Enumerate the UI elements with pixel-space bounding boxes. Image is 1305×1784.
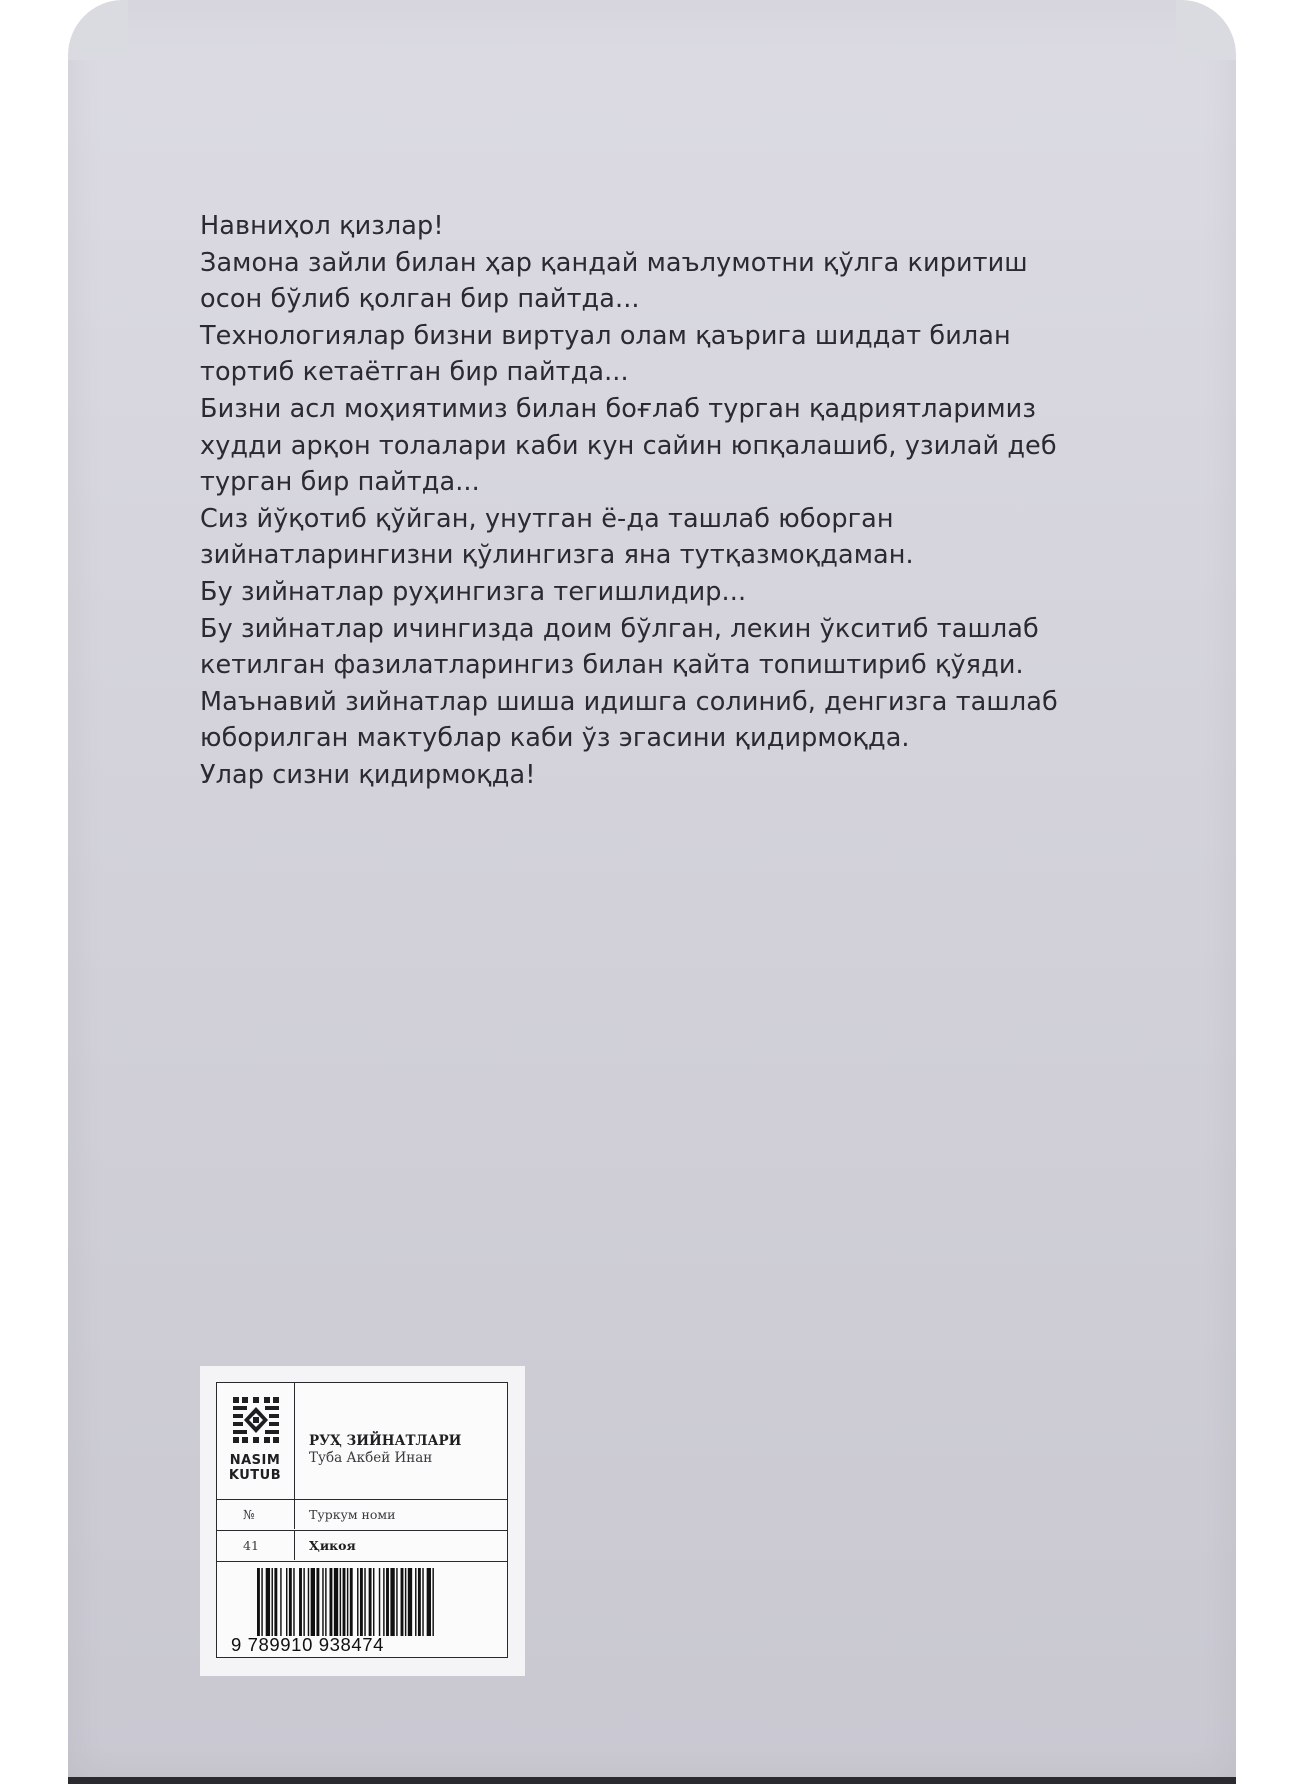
book-title: РУҲ ЗИЙНАТЛАРИ: [309, 1433, 462, 1449]
barcode-bar: [418, 1568, 421, 1636]
series-value-row: [217, 1531, 507, 1562]
barcode-bar: [322, 1568, 323, 1636]
blurb-line: кетилган фазилатларингиз билан қайта топиштириб қўяди.: [200, 650, 1024, 681]
blurb-line: худди арқон толалари каби кун сайин юпқалашиб, узилай деб: [200, 430, 1057, 461]
barcode-bar: [330, 1568, 333, 1636]
barcode-area: [217, 1562, 507, 1658]
barcode-bar: [293, 1568, 294, 1636]
series-name: Ҳикоя: [309, 1538, 356, 1553]
barcode-bar: [396, 1568, 397, 1636]
blurb-line: юборилган мактублар каби ўз эгасини қидирмоқда.: [200, 723, 910, 754]
barcode-bar: [347, 1568, 348, 1636]
blurb-line: Улар сизни қидирмоқда!: [200, 759, 536, 790]
publisher-name-line-1: NASIM: [229, 1453, 281, 1468]
barcode-bar: [401, 1568, 404, 1636]
barcode-bar: [280, 1568, 281, 1636]
barcode-bar: [299, 1568, 302, 1636]
barcode-bar: [364, 1568, 365, 1636]
barcode-bar: [257, 1568, 260, 1636]
blurb-line: Бу зийнатлар ичингизда доим бўлган, лекин ўкситиб ташлаб: [200, 613, 1039, 644]
barcode-bar: [427, 1568, 431, 1636]
barcode-bar: [272, 1568, 273, 1636]
barcode-bar: [316, 1568, 319, 1636]
label-header-row: [217, 1383, 507, 1500]
barcode-bar: [422, 1568, 423, 1636]
blurb-line: турган бир пайтда...: [200, 467, 480, 498]
blurb-line: Маънавий зийнатлар шиша идишга солиниб, денгизга ташлаб: [200, 686, 1058, 717]
barcode-bar: [286, 1568, 287, 1636]
blurb-line: осон бўлиб қолган бир пайтда...: [200, 284, 640, 315]
publisher-logo-text: [217, 1453, 293, 1483]
blurb-line: Замона зайли билан ҳар қандай маълумотни қўлга киритиш: [200, 247, 1028, 278]
blurb-line: Технологиялар бизни виртуал олам қаърига шиддат билан: [200, 320, 1011, 351]
blurb-line: тортиб кетаётган бир пайтда...: [200, 357, 629, 388]
blurb-line: Навниҳол қизлар!: [200, 211, 444, 241]
barcode-bar: [308, 1568, 309, 1636]
barcode-bar: [373, 1568, 374, 1636]
barcode-bar: [379, 1568, 380, 1636]
barcode-bar: [343, 1568, 346, 1636]
barcode-bar: [390, 1568, 394, 1636]
isbn-number: 9 789910 938474: [231, 1634, 385, 1655]
barcode-bar: [383, 1568, 384, 1636]
series-number-header: №: [217, 1500, 295, 1529]
barcode-bar: [360, 1568, 363, 1636]
book-info-table: [216, 1382, 508, 1658]
barcode-bar: [261, 1568, 262, 1636]
series-number: 41: [217, 1531, 295, 1560]
book-info-label: [200, 1366, 525, 1676]
barcode-bar: [303, 1568, 304, 1636]
barcode-bar: [325, 1568, 326, 1636]
barcode-bar: [334, 1568, 338, 1636]
title-cell: [309, 1433, 461, 1467]
barcode-bar: [266, 1568, 270, 1636]
cover-blurb: [200, 208, 1120, 794]
barcode-bar: [357, 1568, 358, 1636]
barcode-bar: [311, 1568, 315, 1636]
barcode-bar: [386, 1568, 389, 1636]
publisher-name-line-2: KUTUB: [228, 1468, 282, 1483]
cover-bottom-edge: [68, 1777, 1236, 1784]
barcode-bar: [369, 1568, 372, 1636]
barcode-bar: [350, 1568, 353, 1636]
book-author: Туба Акбей Инан: [309, 1450, 433, 1466]
barcode-bar: [340, 1568, 341, 1636]
series-name-header: Туркум номи: [309, 1507, 396, 1522]
barcode-bar: [274, 1568, 277, 1636]
publisher-logo-cell: [217, 1383, 295, 1499]
barcode-bar: [405, 1568, 406, 1636]
barcode-bar: [289, 1568, 292, 1636]
barcode-bar: [432, 1568, 433, 1636]
barcode-bar: [408, 1568, 412, 1636]
cover-corner-top-left: [68, 0, 128, 60]
barcode-bar: [415, 1568, 416, 1636]
blurb-line: Бу зийнатлар руҳингизга тегишлидир...: [200, 576, 747, 607]
blurb-line: Бизни асл моҳиятимиз билан боғлаб турган қадриятларимиз: [200, 393, 1037, 424]
cover-corner-top-right: [1176, 0, 1236, 60]
series-header-row: [217, 1500, 507, 1531]
nasim-kutub-logo-icon: [231, 1395, 281, 1445]
blurb-line: зийнатларингизни қўлингизга яна тутқазмоқдаман.: [200, 540, 914, 571]
blurb-line: Сиз йўқотиб қўйган, унутган ё-да ташлаб юборган: [200, 503, 894, 534]
isbn-barcode: [257, 1568, 487, 1636]
